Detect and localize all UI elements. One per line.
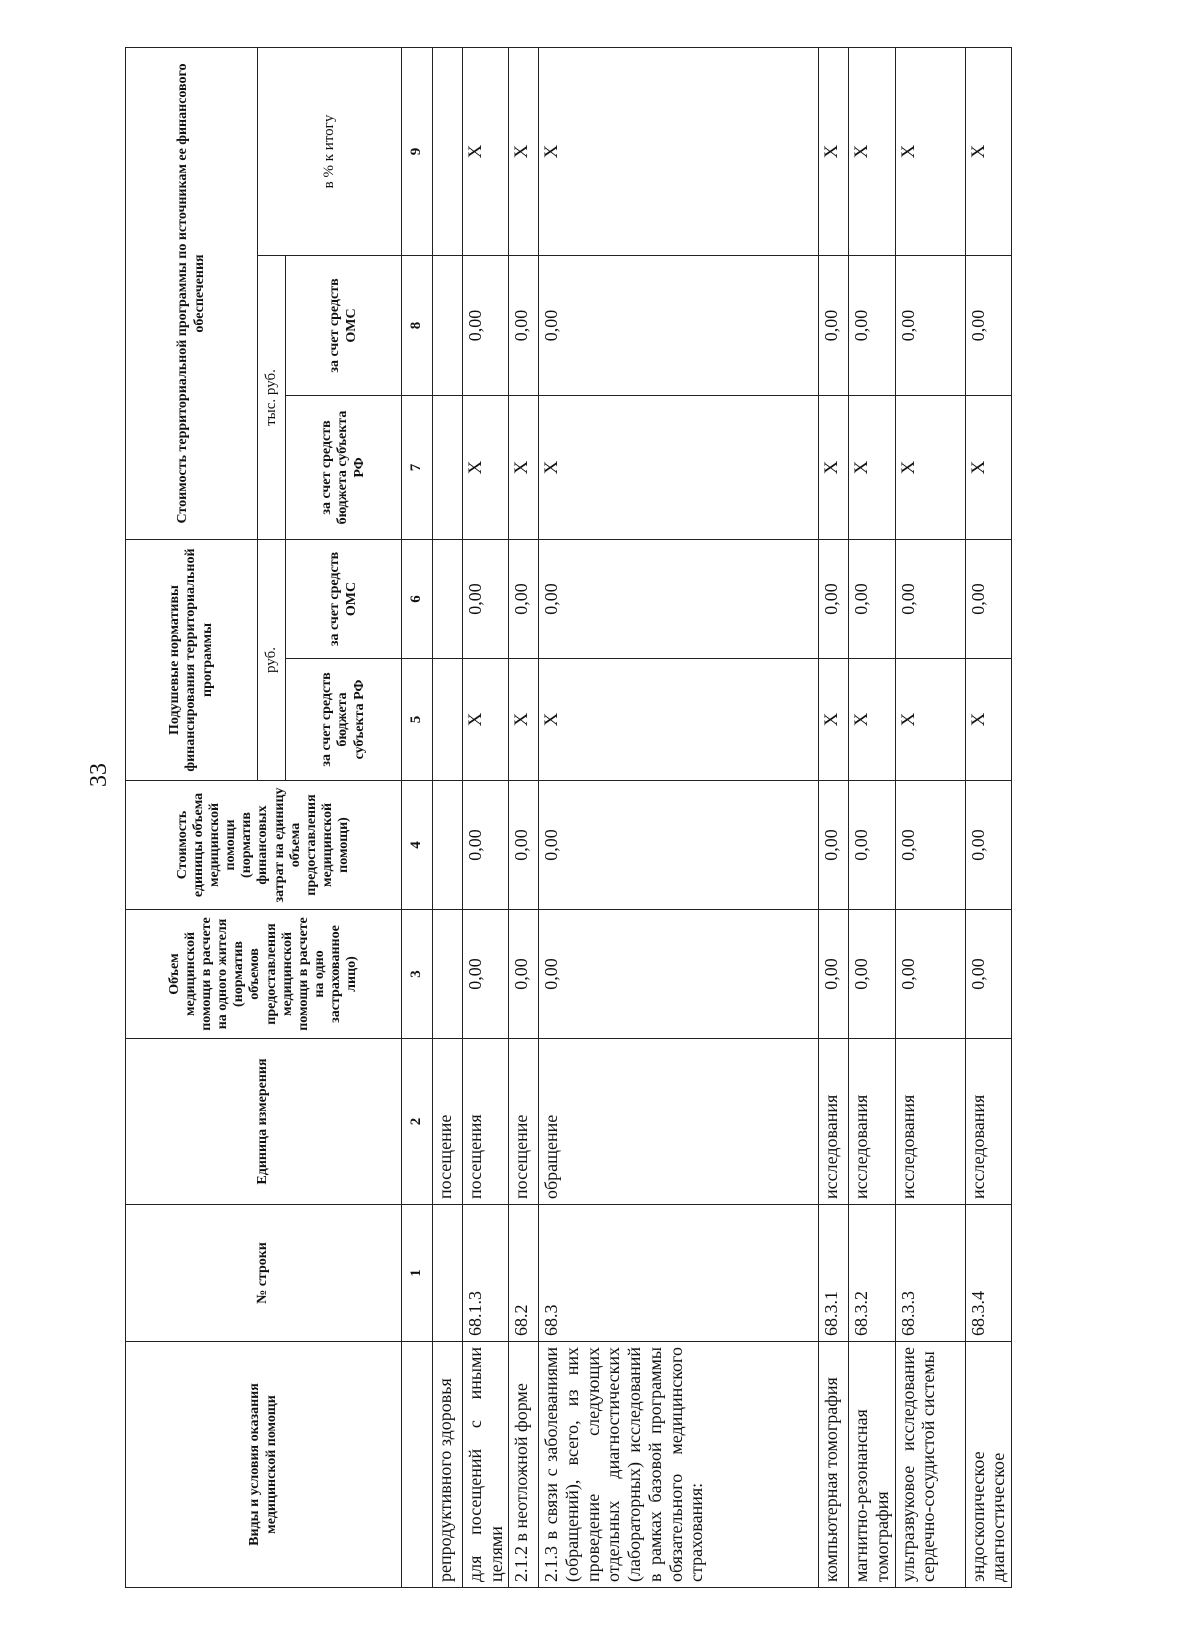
header-volume: Объем медицинской помощи в расчете на одного жителя (норматив объемов предоставления медицинской помощи в расчете на одно застрахованное лицо) bbox=[126, 910, 402, 1039]
row-name-cell: магнитно-резонансная томография bbox=[849, 1342, 895, 1588]
row-volume-cell: 0,00 bbox=[819, 910, 849, 1039]
row-number-cell: 68.1.3 bbox=[463, 1205, 509, 1342]
row-cost-cell: 0,00 bbox=[895, 781, 965, 910]
row-unit-cell: посещение bbox=[433, 1039, 463, 1205]
row-oms-per-capita-cell: 0,00 bbox=[539, 540, 819, 659]
row-percent-cell bbox=[433, 47, 463, 255]
row-budget-total-cell: X bbox=[849, 396, 895, 540]
header-kinds: Виды и условия оказания медицинской помощи bbox=[126, 1342, 402, 1588]
row-percent-cell: X bbox=[965, 47, 1011, 255]
page-number: 33 bbox=[86, 763, 112, 787]
rotated-page bbox=[125, 48, 1183, 1588]
row-oms-per-capita-cell: 0,00 bbox=[965, 540, 1011, 659]
table-row bbox=[895, 47, 965, 1587]
row-budget-per-capita-cell: X bbox=[895, 659, 965, 781]
row-budget-per-capita-cell: X bbox=[965, 659, 1011, 781]
column-number: 7 bbox=[402, 396, 433, 540]
row-name-cell: репродуктивного здоровья bbox=[433, 1342, 463, 1588]
row-budget-per-capita-cell: X bbox=[849, 659, 895, 781]
column-number: 4 bbox=[402, 781, 433, 910]
row-number-cell: 68.3.1 bbox=[819, 1205, 849, 1342]
table-body bbox=[433, 47, 1012, 1587]
row-oms-per-capita-cell: 0,00 bbox=[463, 540, 509, 659]
row-volume-cell: 0,00 bbox=[965, 910, 1011, 1039]
row-number-cell: 68.3 bbox=[539, 1205, 819, 1342]
row-budget-per-capita-cell bbox=[433, 659, 463, 781]
row-cost-cell bbox=[433, 781, 463, 910]
table-row bbox=[849, 47, 895, 1587]
row-oms-total-cell bbox=[433, 256, 463, 396]
row-cost-cell: 0,00 bbox=[849, 781, 895, 910]
row-percent-cell: X bbox=[819, 47, 849, 255]
row-unit-cell: исследования bbox=[819, 1039, 849, 1205]
column-number bbox=[402, 1342, 433, 1588]
row-volume-cell: 0,00 bbox=[849, 910, 895, 1039]
header-unit-cost: Стоимость единицы объема медицинской помощи (норматив финансовых затрат на единицу объема предоставления медицинской помощи) bbox=[126, 781, 402, 910]
row-unit-cell: посещения bbox=[463, 1039, 509, 1205]
header-unit: Единица измерения bbox=[126, 1039, 402, 1205]
header-program-cost-unit: тыс. руб. bbox=[258, 256, 286, 540]
header-total-budget: за счет средств бюджета субъекта РФ bbox=[286, 396, 402, 540]
row-volume-cell: 0,00 bbox=[463, 910, 509, 1039]
row-number-cell bbox=[433, 1205, 463, 1342]
row-name-cell: для посещений с иными целями bbox=[463, 1342, 509, 1588]
row-cost-cell: 0,00 bbox=[819, 781, 849, 910]
table-row bbox=[539, 47, 819, 1587]
row-budget-total-cell bbox=[433, 396, 463, 540]
row-volume-cell: 0,00 bbox=[895, 910, 965, 1039]
row-budget-total-cell: X bbox=[965, 396, 1011, 540]
row-oms-per-capita-cell: 0,00 bbox=[509, 540, 539, 659]
row-oms-total-cell: 0,00 bbox=[895, 256, 965, 396]
row-oms-per-capita-cell bbox=[433, 540, 463, 659]
table-row bbox=[509, 47, 539, 1587]
row-unit-cell: посещение bbox=[509, 1039, 539, 1205]
header-per-capita: Подушевые нормативы финансирования территориальной программы bbox=[126, 540, 258, 781]
row-oms-total-cell: 0,00 bbox=[463, 256, 509, 396]
row-number-cell: 68.3.2 bbox=[849, 1205, 895, 1342]
row-volume-cell: 0,00 bbox=[509, 910, 539, 1039]
row-name-cell: 2.1.3 в связи с заболеваниями (обращений), всего, из них проведение следующих отдельных диагностических (лабораторных) исследований в рамках базовой программы обязательного медицинского страхования: bbox=[539, 1342, 819, 1588]
header-percent-total: в % к итогу bbox=[258, 47, 402, 255]
header-per-capita-oms: за счет средств ОМС bbox=[286, 540, 402, 659]
header-row-number: № строки bbox=[126, 1205, 402, 1342]
row-oms-per-capita-cell: 0,00 bbox=[849, 540, 895, 659]
row-oms-total-cell: 0,00 bbox=[849, 256, 895, 396]
row-budget-total-cell: X bbox=[895, 396, 965, 540]
row-percent-cell: X bbox=[849, 47, 895, 255]
row-percent-cell: X bbox=[509, 47, 539, 255]
row-budget-per-capita-cell: X bbox=[539, 659, 819, 781]
header-per-capita-unit: руб. bbox=[258, 540, 286, 781]
row-oms-total-cell: 0,00 bbox=[965, 256, 1011, 396]
row-number-cell: 68.3.3 bbox=[895, 1205, 965, 1342]
row-cost-cell: 0,00 bbox=[965, 781, 1011, 910]
row-budget-total-cell: X bbox=[463, 396, 509, 540]
row-unit-cell: исследования bbox=[965, 1039, 1011, 1205]
row-cost-cell: 0,00 bbox=[463, 781, 509, 910]
row-oms-per-capita-cell: 0,00 bbox=[895, 540, 965, 659]
row-cost-cell: 0,00 bbox=[509, 781, 539, 910]
row-number-cell: 68.3.4 bbox=[965, 1205, 1011, 1342]
column-number: 5 bbox=[402, 659, 433, 781]
column-numbers-row bbox=[402, 47, 433, 1587]
row-name-cell: ультразвуковое исследование сердечно-сосудистой системы bbox=[895, 1342, 965, 1588]
row-name-cell: компьютерная томография bbox=[819, 1342, 849, 1588]
header-per-capita-budget: за счет средств бюджета субъекта РФ bbox=[286, 659, 402, 781]
row-budget-total-cell: X bbox=[819, 396, 849, 540]
row-unit-cell: исследования bbox=[895, 1039, 965, 1205]
financing-table bbox=[125, 47, 1012, 1588]
row-number-cell: 68.2 bbox=[509, 1205, 539, 1342]
row-budget-total-cell: X bbox=[539, 396, 819, 540]
table-row bbox=[433, 47, 463, 1587]
row-budget-per-capita-cell: X bbox=[509, 659, 539, 781]
header-total-oms: за счет средств ОМС bbox=[286, 256, 402, 396]
row-cost-cell: 0,00 bbox=[539, 781, 819, 910]
row-name-cell: 2.1.2 в неотложной форме bbox=[509, 1342, 539, 1588]
row-percent-cell: X bbox=[539, 47, 819, 255]
row-unit-cell: исследования bbox=[849, 1039, 895, 1205]
row-volume-cell bbox=[433, 910, 463, 1039]
table-row bbox=[819, 47, 849, 1587]
row-percent-cell: X bbox=[895, 47, 965, 255]
row-unit-cell: обращение bbox=[539, 1039, 819, 1205]
row-budget-total-cell: X bbox=[509, 396, 539, 540]
row-oms-total-cell: 0,00 bbox=[509, 256, 539, 396]
column-number: 2 bbox=[402, 1039, 433, 1205]
column-number: 1 bbox=[402, 1205, 433, 1342]
row-oms-total-cell: 0,00 bbox=[539, 256, 819, 396]
row-budget-per-capita-cell: X bbox=[463, 659, 509, 781]
column-number: 6 bbox=[402, 540, 433, 659]
row-volume-cell: 0,00 bbox=[539, 910, 819, 1039]
row-budget-per-capita-cell: X bbox=[819, 659, 849, 781]
row-oms-per-capita-cell: 0,00 bbox=[819, 540, 849, 659]
row-oms-total-cell: 0,00 bbox=[819, 256, 849, 396]
column-number: 8 bbox=[402, 256, 433, 396]
table-row bbox=[965, 47, 1011, 1587]
row-name-cell: эндоскопическое диагностическое bbox=[965, 1342, 1011, 1588]
column-number: 3 bbox=[402, 910, 433, 1039]
row-percent-cell: X bbox=[463, 47, 509, 255]
column-number: 9 bbox=[402, 47, 433, 255]
table-row bbox=[463, 47, 509, 1587]
header-program-cost: Стоимость территориальной программы по источникам ее финансового обеспечения bbox=[126, 47, 258, 539]
